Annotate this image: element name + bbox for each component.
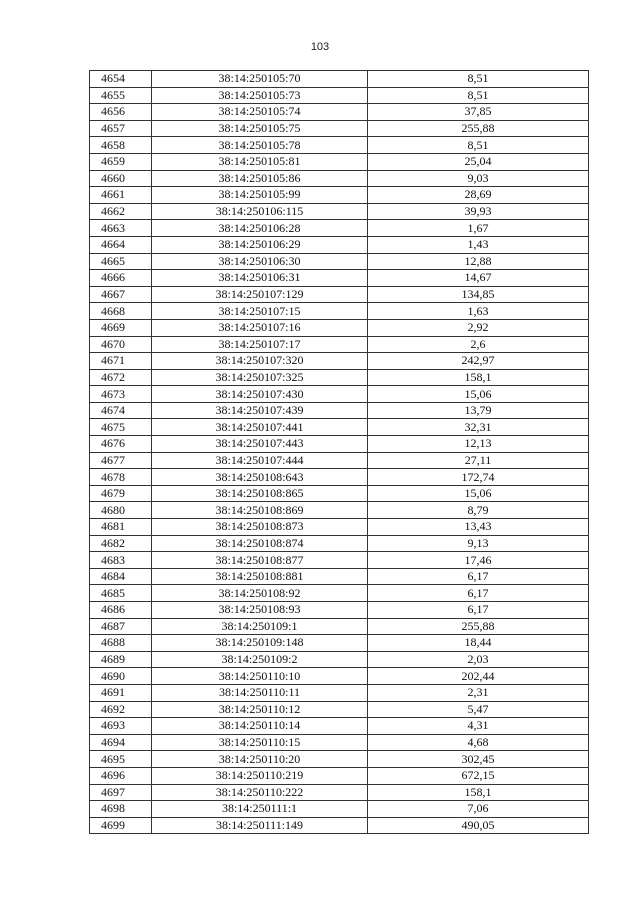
row-number-cell: 4674 [90,402,152,419]
area-value-cell: 32,31 [368,419,589,436]
row-number-cell: 4668 [90,303,152,320]
row-number-cell: 4690 [90,668,152,685]
cadastral-number-cell: 38:14:250110:11 [152,684,368,701]
cadastral-number-cell: 38:14:250105:74 [152,104,368,121]
table-row [90,734,589,751]
table-row [90,502,589,519]
cadastral-number-cell: 38:14:250107:16 [152,319,368,336]
cadastral-number-cell: 38:14:250107:15 [152,303,368,320]
row-number-cell: 4689 [90,651,152,668]
row-number-cell: 4693 [90,718,152,735]
area-value-cell: 8,51 [368,87,589,104]
cadastral-number-cell: 38:14:250111:1 [152,801,368,818]
table-row [90,519,589,536]
cadastral-number-cell: 38:14:250107:439 [152,402,368,419]
cadastral-number-cell: 38:14:250110:14 [152,718,368,735]
area-value-cell: 2,03 [368,651,589,668]
cadastral-number-cell: 38:14:250105:78 [152,137,368,154]
area-value-cell: 6,17 [368,568,589,585]
cadastral-number-cell: 38:14:250110:219 [152,767,368,784]
area-value-cell: 255,88 [368,618,589,635]
cadastral-number-cell: 38:14:250107:129 [152,286,368,303]
table-row [90,568,589,585]
area-value-cell: 39,93 [368,203,589,220]
area-value-cell: 28,69 [368,187,589,204]
row-number-cell: 4679 [90,485,152,502]
area-value-cell: 17,46 [368,552,589,569]
area-value-cell: 13,79 [368,402,589,419]
area-value-cell: 15,06 [368,386,589,403]
cadastral-number-cell: 38:14:250110:10 [152,668,368,685]
table-row [90,402,589,419]
area-value-cell: 8,79 [368,502,589,519]
row-number-cell: 4675 [90,419,152,436]
row-number-cell: 4692 [90,701,152,718]
table-row [90,153,589,170]
area-value-cell: 13,43 [368,519,589,536]
table-row [90,817,589,834]
area-value-cell: 4,68 [368,734,589,751]
row-number-cell: 4660 [90,170,152,187]
row-number-cell: 4654 [90,71,152,88]
cadastral-number-cell: 38:14:250105:81 [152,153,368,170]
row-number-cell: 4684 [90,568,152,585]
table-body [90,71,589,834]
row-number-cell: 4656 [90,104,152,121]
cadastral-number-cell: 38:14:250107:320 [152,353,368,370]
cadastral-number-cell: 38:14:250108:93 [152,602,368,619]
table-row [90,585,589,602]
table-row [90,353,589,370]
row-number-cell: 4691 [90,684,152,701]
cadastral-number-cell: 38:14:250110:222 [152,784,368,801]
cadastral-number-cell: 38:14:250110:12 [152,701,368,718]
row-number-cell: 4663 [90,220,152,237]
area-value-cell: 6,17 [368,602,589,619]
row-number-cell: 4696 [90,767,152,784]
area-value-cell: 8,51 [368,71,589,88]
area-value-cell: 5,47 [368,701,589,718]
cadastral-number-cell: 38:14:250106:29 [152,236,368,253]
table-row [90,286,589,303]
row-number-cell: 4681 [90,519,152,536]
area-value-cell: 2,6 [368,336,589,353]
row-number-cell: 4665 [90,253,152,270]
row-number-cell: 4682 [90,535,152,552]
area-value-cell: 2,31 [368,684,589,701]
table-row [90,535,589,552]
cadastral-number-cell: 38:14:250109:2 [152,651,368,668]
cadastral-number-cell: 38:14:250108:643 [152,469,368,486]
table-row [90,635,589,652]
cadastral-number-cell: 38:14:250110:15 [152,734,368,751]
row-number-cell: 4687 [90,618,152,635]
page-number: 103 [310,41,330,53]
row-number-cell: 4659 [90,153,152,170]
row-number-cell: 4673 [90,386,152,403]
cadastral-number-cell: 38:14:250105:73 [152,87,368,104]
table-row [90,767,589,784]
table-row [90,751,589,768]
cadastral-number-cell: 38:14:250105:70 [152,71,368,88]
table-row [90,436,589,453]
table-row [90,303,589,320]
table-row [90,701,589,718]
table-row [90,336,589,353]
cadastral-number-cell: 38:14:250106:28 [152,220,368,237]
row-number-cell: 4680 [90,502,152,519]
table-row [90,618,589,635]
row-number-cell: 4666 [90,270,152,287]
area-value-cell: 1,43 [368,236,589,253]
table-row [90,469,589,486]
area-value-cell: 490,05 [368,817,589,834]
area-value-cell: 6,17 [368,585,589,602]
area-value-cell: 172,74 [368,469,589,486]
table-row [90,120,589,137]
table-row [90,203,589,220]
row-number-cell: 4697 [90,784,152,801]
cadastral-number-cell: 38:14:250108:881 [152,568,368,585]
cadastral-number-cell: 38:14:250107:441 [152,419,368,436]
cadastral-number-cell: 38:14:250105:75 [152,120,368,137]
area-value-cell: 202,44 [368,668,589,685]
cadastral-number-cell: 38:14:250107:430 [152,386,368,403]
table-row [90,170,589,187]
area-value-cell: 4,31 [368,718,589,735]
area-value-cell: 9,13 [368,535,589,552]
cadastral-number-cell: 38:14:250108:92 [152,585,368,602]
area-value-cell: 302,45 [368,751,589,768]
area-value-cell: 8,51 [368,137,589,154]
row-number-cell: 4678 [90,469,152,486]
area-value-cell: 27,11 [368,452,589,469]
area-value-cell: 12,13 [368,436,589,453]
cadastral-number-cell: 38:14:250107:17 [152,336,368,353]
area-value-cell: 158,1 [368,784,589,801]
area-value-cell: 672,15 [368,767,589,784]
area-value-cell: 7,06 [368,801,589,818]
table-row [90,319,589,336]
cadastral-number-cell: 38:14:250109:1 [152,618,368,635]
row-number-cell: 4688 [90,635,152,652]
row-number-cell: 4677 [90,452,152,469]
table-row [90,452,589,469]
cadastral-number-cell: 38:14:250105:86 [152,170,368,187]
table-row [90,187,589,204]
area-value-cell: 9,03 [368,170,589,187]
cadastral-number-cell: 38:14:250108:865 [152,485,368,502]
table-row [90,270,589,287]
row-number-cell: 4671 [90,353,152,370]
table-row [90,369,589,386]
cadastral-number-cell: 38:14:250109:148 [152,635,368,652]
cadastral-number-cell: 38:14:250107:443 [152,436,368,453]
table-row [90,253,589,270]
row-number-cell: 4670 [90,336,152,353]
row-number-cell: 4658 [90,137,152,154]
cadastral-number-cell: 38:14:250107:325 [152,369,368,386]
row-number-cell: 4669 [90,319,152,336]
area-value-cell: 1,63 [368,303,589,320]
area-value-cell: 18,44 [368,635,589,652]
cadastral-number-cell: 38:14:250111:149 [152,817,368,834]
area-value-cell: 25,04 [368,153,589,170]
data-table [89,70,589,834]
table-row [90,552,589,569]
cadastral-number-cell: 38:14:250106:115 [152,203,368,220]
row-number-cell: 4694 [90,734,152,751]
row-number-cell: 4695 [90,751,152,768]
cadastral-number-cell: 38:14:250107:444 [152,452,368,469]
row-number-cell: 4686 [90,602,152,619]
table-row [90,684,589,701]
table-row [90,419,589,436]
row-number-cell: 4676 [90,436,152,453]
table-row [90,236,589,253]
row-number-cell: 4661 [90,187,152,204]
area-value-cell: 1,67 [368,220,589,237]
row-number-cell: 4662 [90,203,152,220]
area-value-cell: 2,92 [368,319,589,336]
row-number-cell: 4664 [90,236,152,253]
cadastral-number-cell: 38:14:250106:31 [152,270,368,287]
area-value-cell: 37,85 [368,104,589,121]
row-number-cell: 4698 [90,801,152,818]
table-row [90,87,589,104]
table-row [90,137,589,154]
cadastral-number-cell: 38:14:250105:99 [152,187,368,204]
cadastral-number-cell: 38:14:250108:874 [152,535,368,552]
area-value-cell: 15,06 [368,485,589,502]
table-row [90,718,589,735]
cadastral-number-cell: 38:14:250108:869 [152,502,368,519]
row-number-cell: 4667 [90,286,152,303]
row-number-cell: 4657 [90,120,152,137]
table-row [90,784,589,801]
row-number-cell: 4685 [90,585,152,602]
table-row [90,104,589,121]
table-row [90,485,589,502]
row-number-cell: 4655 [90,87,152,104]
table-row [90,71,589,88]
cadastral-number-cell: 38:14:250110:20 [152,751,368,768]
area-value-cell: 255,88 [368,120,589,137]
area-value-cell: 158,1 [368,369,589,386]
table-row [90,220,589,237]
cadastral-number-cell: 38:14:250106:30 [152,253,368,270]
row-number-cell: 4672 [90,369,152,386]
area-value-cell: 242,97 [368,353,589,370]
row-number-cell: 4683 [90,552,152,569]
area-value-cell: 134,85 [368,286,589,303]
area-value-cell: 14,67 [368,270,589,287]
cadastral-number-cell: 38:14:250108:873 [152,519,368,536]
table-row [90,801,589,818]
table-row [90,651,589,668]
area-value-cell: 12,88 [368,253,589,270]
table-row [90,602,589,619]
cadastral-number-cell: 38:14:250108:877 [152,552,368,569]
row-number-cell: 4699 [90,817,152,834]
table-row [90,668,589,685]
table-row [90,386,589,403]
